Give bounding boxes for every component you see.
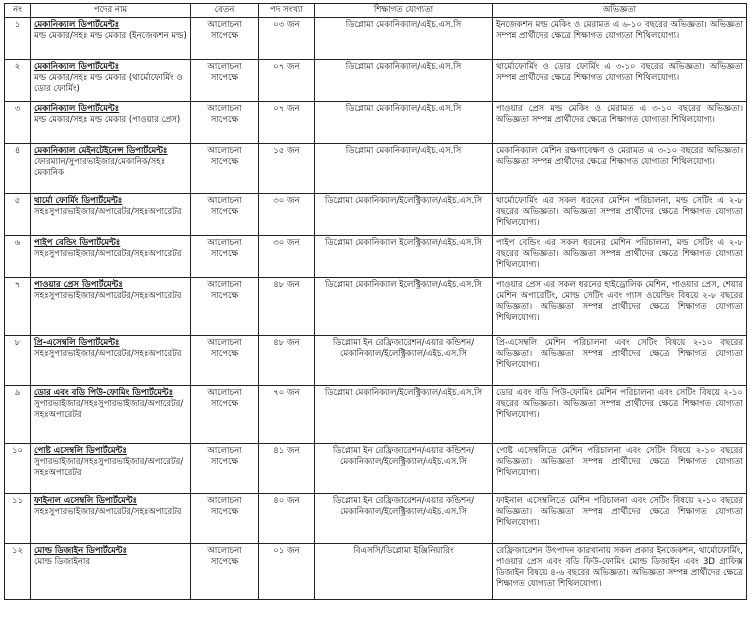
position-list: সহঃসুপারভাইজার/অপারেটর/সহঃঅপারেটর: [34, 507, 182, 517]
post-cell: [31, 18, 191, 60]
education-cell: বিএসসি/ডিপ্লোমা ইঞ্জিনিয়ারিং: [315, 544, 493, 600]
post-count-cell: ৪০ জন: [259, 494, 315, 544]
department-name: মোল্ড ডিজাইন ডিপার্টমেন্টঃ: [34, 546, 128, 556]
experience-cell: থার্মোফোর্মিং এর সকল ধরনের মেশিন পরিচালনা, মল্ড সেটিং এ ২-৮ বছরের অভিজ্ঞতা। অভিজ্ঞতা সম্পন্ন প্রার্থীদের ক্ষেত্রে শিক্ষাগত যোগ্যতা শিথিলযোগ্য।: [493, 194, 747, 236]
department-name: মেকানিক্যাল ডিপার্টমেন্টঃ: [34, 62, 120, 72]
salary-cell: আলোচনা সাপেক্ষে: [191, 236, 259, 278]
header-no: নং: [5, 4, 31, 18]
row-number: ৫: [5, 194, 31, 236]
salary-cell: আলোচনা সাপেক্ষে: [191, 494, 259, 544]
post-count-cell: ৭০ জন: [259, 386, 315, 444]
salary-cell: আলোচনা সাপেক্ষে: [191, 444, 259, 494]
post-cell: [31, 278, 191, 336]
table-header-row: [5, 4, 747, 18]
position-list: মল্ড মেকার/সহঃ মল্ড মেকার (ইনজেকশন মল্ড): [34, 31, 187, 41]
department-name: পাইপ বেন্ডিং ডিপার্টমেন্টঃ: [34, 238, 121, 248]
position-list: সহঃসুপারভাইজার/অপারেটর/সহঃঅপারেটর: [34, 349, 182, 359]
row-number: ৩: [5, 102, 31, 144]
row-number: ৮: [5, 336, 31, 386]
experience-cell: পাওয়ার প্রেস মল্ড মেকিং ও মেরামত এ ৩-১০ বছরের অভিজ্ঞতা। অভিজ্ঞতা সম্পন্ন প্রার্থীদের ক্ষেত্রে শিক্ষাগত যোগ্যতা শিথিলযোগ্য।: [493, 102, 747, 144]
post-cell: [31, 194, 191, 236]
row-number: ২: [5, 60, 31, 102]
education-cell: ডিপ্লোমা মেকানিক্যাল/এইচ.এস.সি: [315, 144, 493, 194]
department-name: ফাইনাল এসেম্বলি ডিপার্টমেন্টঃ: [34, 496, 138, 506]
post-cell: [31, 494, 191, 544]
experience-cell: ফাইনাল এসেম্বলিতে মেশিন পরিচালনা এবং সেটিং বিষয়ে ২-১০ বছরের অভিজ্ঞতা। অভিজ্ঞতা সম্পন্ন প্রার্থীদের ক্ষেত্রে শিক্ষাগত যোগ্যতা শিথিলযোগ্য।: [493, 494, 747, 544]
row-number: ১০: [5, 444, 31, 494]
education-cell: ডিপ্লোমা মেকানিক্যাল/এইচ.এস.সি: [315, 60, 493, 102]
post-count-cell: ০৭ জন: [259, 102, 315, 144]
post-cell: [31, 102, 191, 144]
post-count-cell: ৩০ জন: [259, 194, 315, 236]
header-post: পদের নাম: [31, 4, 191, 18]
department-name: থার্মো ফোর্মিং ডিপার্টমেন্টঃ: [34, 196, 123, 206]
position-list: মল্ড মেকার/সহঃ মল্ড মেকার (পাওয়ার প্রেস): [34, 115, 181, 125]
experience-cell: প্রি-এসেম্বলি মেশিন পরিচালনা এবং সেটিং বিষয়ে ২-১০ বছরের অভিজ্ঞতা। অভিজ্ঞতা সম্পন্ন প্রার্থীদের ক্ষেত্রে শিক্ষাগত যোগ্যতা শিথিলযোগ্য।: [493, 336, 747, 386]
post-cell: [31, 144, 191, 194]
row-number: ৭: [5, 278, 31, 336]
table-row: [5, 144, 747, 194]
header-education: শিক্ষাগত যোগ্যতা: [315, 4, 493, 18]
position-list: সুপারভাইজার/সহঃসুপারভাইজার/অপারেটর/সহঃঅপারেটর: [34, 399, 184, 420]
post-cell: [31, 544, 191, 600]
table-row: [5, 494, 747, 544]
row-number: ৪: [5, 144, 31, 194]
post-cell: [31, 386, 191, 444]
header-experience: অভিজ্ঞতা: [493, 4, 747, 18]
table-row: [5, 544, 747, 600]
header-count: পদ সংখ্যা: [259, 4, 315, 18]
education-cell: ডিপ্লোমা মেকানিক্যাল/ইলেক্ট্রিক্যাল/এইচ.এস.সি: [315, 194, 493, 236]
post-cell: [31, 444, 191, 494]
salary-cell: আলোচনা সাপেক্ষে: [191, 18, 259, 60]
post-count-cell: ৩০ জন: [259, 236, 315, 278]
salary-cell: আলোচনা সাপেক্ষে: [191, 102, 259, 144]
position-list: সহঃসুপারভাইজার/অপারেটর/সহঃঅপারেটর: [34, 291, 182, 301]
experience-cell: ডোর এবং বডি পিউ-ফোমিং মেশিন পরিচালনা এবং সেটিং বিষয়ে ২-১০ বছরের অভিজ্ঞতা। অভিজ্ঞতা সম্পন্ন প্রার্থীদের ক্ষেত্রে শিক্ষাগত যোগ্যতা শিথিলযোগ্য।: [493, 386, 747, 444]
experience-cell: রেফ্রিজারেশন উৎপাদন কারখানায় সকল প্রকার ইনজেকশন, থার্মোফোর্মিং, পাওয়ার প্রেস এবং বডি ফিউ-ফোমিং মোল্ড ডিজাইন এবং 3D গ্রাফিক্স ডিজাইন বিষয়ে ৪-৬ বছরের অভিজ্ঞতা। অভিজ্ঞতা সম্পন্ন প্রার্থীদের ক্ষেত্রে শিক্ষাগত যোগ্যতা শিথিলযোগ্য।: [493, 544, 747, 600]
table-row: [5, 194, 747, 236]
table-row: [5, 102, 747, 144]
post-count-cell: ৪৮ জন: [259, 336, 315, 386]
experience-cell: পাওয়ার প্রেস এর সকল ধরনের হাইড্রোলিক মেশিন, পাওয়ার প্রেস, শেয়ার মেশিন অপারেটিং, মোল্ড সেটিং এবং গ্যাস ওয়েল্ডিং বিষয়ে ২-৮ বছরের অভিজ্ঞতা। অভিজ্ঞতা সম্পন্ন প্রার্থীদের ক্ষেত্রে শিক্ষাগত যোগ্যতা শিথিলযোগ্য।: [493, 278, 747, 336]
education-cell: ডিপ্লোমা ইন রেফ্রিজারেশন/এয়ার কন্ডিশন/মেকানিক্যাল/ইলেক্ট্রিক্যাল/এইচ.এস.সি: [315, 444, 493, 494]
post-cell: [31, 236, 191, 278]
table-row: [5, 236, 747, 278]
post-cell: [31, 336, 191, 386]
education-cell: ডিপ্লোমা মেকানিক্যাল/এইচ.এস.সি: [315, 102, 493, 144]
table-row: [5, 18, 747, 60]
salary-cell: আলোচনা সাপেক্ষে: [191, 144, 259, 194]
education-cell: ডিপ্লোমা মেকানিক্যাল ইলেক্ট্রিক্যাল/এইচ.এস.সি: [315, 236, 493, 278]
salary-cell: আলোচনা সাপেক্ষে: [191, 336, 259, 386]
position-list: সহঃসুপারভাইজার/অপারেটর/সহঃঅপারেটর: [34, 249, 182, 259]
post-count-cell: ৪৮ জন: [259, 278, 315, 336]
salary-cell: আলোচনা সাপেক্ষে: [191, 278, 259, 336]
salary-cell: আলোচনা সাপেক্ষে: [191, 386, 259, 444]
position-list: সহঃসুপারভাইজার/অপারেটর/সহঃঅপারেটর: [34, 207, 182, 217]
post-count-cell: ০৩ জন: [259, 18, 315, 60]
education-cell: ডিপ্লোমা মেকানিক্যাল/এইচ.এস.সি: [315, 18, 493, 60]
education-cell: ডিপ্লোমা মেকানিক্যাল/ইলেক্ট্রিক্যাল/এইচ.এস.সি: [315, 386, 493, 444]
row-number: ৬: [5, 236, 31, 278]
education-cell: ডিপ্লোমা মেকানিক্যাল ইলেক্ট্রিক্যাল/এইচ.এস.সি: [315, 278, 493, 336]
department-name: ডোর এবং বডি পিউ-ফোমিং ডিপার্টমেন্টঃ: [34, 388, 174, 398]
department-name: মেকানিক্যাল ডিপার্টমেন্টঃ: [34, 20, 120, 30]
salary-cell: আলোচনা সাপেক্ষে: [191, 544, 259, 600]
department-name: প্রি-এসেম্বলি ডিপার্টমেন্টঃ: [34, 338, 120, 348]
job-table: [4, 3, 747, 600]
position-list: ফোরম্যান/সুপারভাইজার/মেকানিক/সহঃ মেকানিক: [34, 157, 166, 178]
table-row: [5, 278, 747, 336]
position-list: সুপারভাইজার/সহঃসুপারভাইজার/অপারেটর/সহঃঅপারেটর: [34, 457, 184, 478]
department-name: মেকানিক্যাল মেইনটেইনেন্স ডিপার্টমেন্টঃ: [34, 146, 168, 156]
table-body: [5, 18, 747, 600]
table-row: [5, 60, 747, 102]
salary-cell: আলোচনা সাপেক্ষে: [191, 194, 259, 236]
row-number: ১১: [5, 494, 31, 544]
row-number: ১২: [5, 544, 31, 600]
post-count-cell: ১৫ জন: [259, 144, 315, 194]
department-name: পাওয়ার প্রেস ডিপার্টমেন্টঃ: [34, 280, 123, 290]
salary-cell: আলোচনা সাপেক্ষে: [191, 60, 259, 102]
education-cell: ডিপ্লোমা ইন রেফ্রিজারেশন/এয়ার কন্ডিশন/মেকানিক্যাল/ইলেক্ট্রিক্যাল/এইচ.এস.সি: [315, 336, 493, 386]
experience-cell: থার্মোফোর্মিং ও ডোর ফোর্মিং এ ৩-১০ বছরের অভিজ্ঞতা। অভিজ্ঞতা সম্পন্ন প্রার্থীদের ক্ষেত্রে শিক্ষাগত যোগ্যতা শিথিলযোগ্য।: [493, 60, 747, 102]
department-name: পোষ্ট এসেম্বলি ডিপার্টমেন্টঃ: [34, 446, 127, 456]
post-cell: [31, 60, 191, 102]
position-list: মল্ড মেকার/সহঃ মল্ড মেকার (থার্মোফোর্মিং ও ডোর ফোর্মিং): [34, 73, 183, 94]
header-salary: বেতন: [191, 4, 259, 18]
position-list: মোল্ড ডিজাইনার: [34, 557, 91, 567]
education-cell: ডিপ্লোমা ইন রেফ্রিজারেশন/এয়ার কন্ডিশন/মেকানিক্যাল/ইলেক্ট্রিক্যাল/এইচ.এস.সি: [315, 494, 493, 544]
table-row: [5, 386, 747, 444]
table-row: [5, 336, 747, 386]
table-row: [5, 444, 747, 494]
row-number: ১: [5, 18, 31, 60]
post-count-cell: ০৭ জন: [259, 60, 315, 102]
recruitment-notice: [4, 3, 746, 615]
experience-cell: মেকানিক্যাল মেশিন রক্ষণাবেক্ষণ ও মেরামত এ ৩-১০ বছরের অভিজ্ঞতা। অভিজ্ঞতা সম্পন্ন প্রার্থীদের ক্ষেত্রে শিক্ষাগত যোগ্যতা শিথিলযোগ্য।: [493, 144, 747, 194]
row-number: ৯: [5, 386, 31, 444]
experience-cell: পাইপ বেন্ডিং এর সকল ধরনের মেশিন পরিচালনা, মল্ড সেটিং এ ২-৮ বছরের অভিজ্ঞতা। অভিজ্ঞতা সম্পন্ন প্রার্থীদের ক্ষেত্রে শিক্ষাগত যোগ্যতা শিথিলযোগ্য।: [493, 236, 747, 278]
experience-cell: ইনজেকশন মল্ড মেকিং ও মেরামত এ ৬-১০ বছরের অভিজ্ঞতা। অভিজ্ঞতা সম্পন্ন প্রার্থীদের ক্ষেত্রে শিক্ষাগত যোগ্যতা শিথিলযোগ্য।: [493, 18, 747, 60]
post-count-cell: ০১ জন: [259, 544, 315, 600]
department-name: মেকানিক্যাল ডিপার্টমেন্টঃ: [34, 104, 120, 114]
experience-cell: পোষ্ট এসেম্বলিতে মেশিন পরিচালনা এবং সেটিং বিষয়ে ২-১০ বছরের অভিজ্ঞতা। অভিজ্ঞতা সম্পন্ন প্রার্থীদের ক্ষেত্রে শিক্ষাগত যোগ্যতা শিথিলযোগ্য।: [493, 444, 747, 494]
post-count-cell: ৪১ জন: [259, 444, 315, 494]
